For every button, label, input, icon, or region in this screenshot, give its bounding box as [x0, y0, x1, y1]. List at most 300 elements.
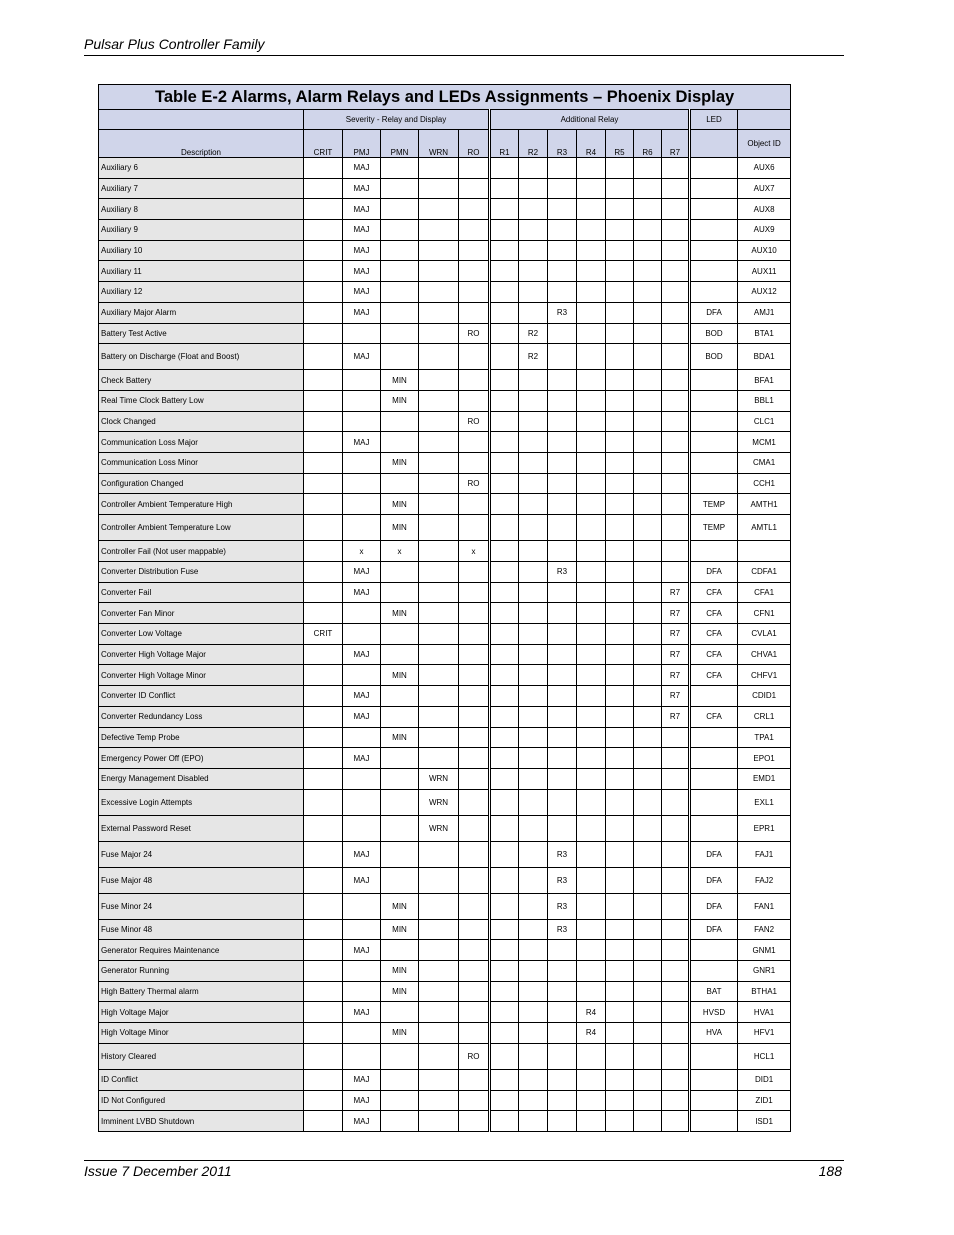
- cell-r4: [577, 727, 606, 748]
- table-title: Table E-2 Alarms, Alarm Relays and LEDs Assignments – Phoenix Display: [99, 85, 791, 110]
- cell-r3: [548, 748, 577, 769]
- cell-r1: [490, 344, 519, 370]
- cell-led: HVSD: [690, 1002, 738, 1023]
- cell-r4: [577, 432, 606, 453]
- cell-led: [690, 261, 738, 282]
- cell-r4: [577, 624, 606, 645]
- cell-wrn: [419, 473, 459, 494]
- cell-r2: [519, 282, 548, 303]
- cell-crit: [304, 582, 343, 603]
- cell-object-id: TPA1: [738, 727, 791, 748]
- cell-led: BOD: [690, 323, 738, 344]
- cell-r4: [577, 960, 606, 981]
- cell-r7: [662, 562, 690, 583]
- table-row: [99, 893, 791, 919]
- cell-description: Excessive Login Attempts: [99, 789, 304, 815]
- cell-crit: [304, 411, 343, 432]
- cell-pmj: MAJ: [343, 302, 381, 323]
- col-header-r5: R5: [606, 130, 634, 158]
- cell-description: Auxiliary Major Alarm: [99, 302, 304, 323]
- cell-r3: [548, 624, 577, 645]
- cell-r1: [490, 1090, 519, 1111]
- cell-led: [690, 282, 738, 303]
- cell-r7: [662, 541, 690, 562]
- cell-r3: [548, 240, 577, 261]
- cell-r2: [519, 390, 548, 411]
- cell-led: [690, 940, 738, 961]
- cell-ro: [459, 582, 490, 603]
- cell-ro: [459, 302, 490, 323]
- cell-ro: RO: [459, 473, 490, 494]
- cell-r2: [519, 603, 548, 624]
- table-row: [99, 178, 791, 199]
- cell-r1: [490, 370, 519, 391]
- cell-r4: [577, 240, 606, 261]
- cell-crit: CRIT: [304, 624, 343, 645]
- cell-description: Converter High Voltage Major: [99, 644, 304, 665]
- cell-r2: [519, 1043, 548, 1069]
- cell-crit: [304, 302, 343, 323]
- cell-led: CFA: [690, 603, 738, 624]
- cell-r3: [548, 727, 577, 748]
- cell-ro: [459, 727, 490, 748]
- cell-r7: [662, 344, 690, 370]
- cell-pmn: [381, 1090, 419, 1111]
- table-row: [99, 603, 791, 624]
- cell-r1: [490, 1023, 519, 1044]
- cell-crit: [304, 158, 343, 179]
- cell-wrn: [419, 706, 459, 727]
- cell-crit: [304, 473, 343, 494]
- cell-pmj: MAJ: [343, 432, 381, 453]
- cell-r4: [577, 1111, 606, 1132]
- cell-ro: [459, 768, 490, 789]
- cell-description: High Voltage Major: [99, 1002, 304, 1023]
- cell-crit: [304, 1023, 343, 1044]
- cell-r5: [606, 411, 634, 432]
- cell-r3: [548, 323, 577, 344]
- cell-pmj: [343, 473, 381, 494]
- table-row: [99, 665, 791, 686]
- col-header-object-id: Object ID: [738, 130, 791, 158]
- cell-wrn: [419, 727, 459, 748]
- cell-crit: [304, 867, 343, 893]
- cell-r4: [577, 768, 606, 789]
- cell-r7: [662, 390, 690, 411]
- cell-r7: [662, 158, 690, 179]
- cell-r4: [577, 789, 606, 815]
- cell-r2: [519, 768, 548, 789]
- cell-r4: [577, 473, 606, 494]
- cell-pmj: MAJ: [343, 841, 381, 867]
- cell-pmj: x: [343, 541, 381, 562]
- cell-r5: [606, 582, 634, 603]
- cell-led: CFA: [690, 624, 738, 645]
- cell-description: Communication Loss Major: [99, 432, 304, 453]
- cell-description: Converter Low Voltage: [99, 624, 304, 645]
- cell-r1: [490, 603, 519, 624]
- cell-ro: [459, 344, 490, 370]
- cell-r3: [548, 1111, 577, 1132]
- cell-led: [690, 1111, 738, 1132]
- cell-pmj: MAJ: [343, 199, 381, 220]
- cell-r7: R7: [662, 686, 690, 707]
- cell-r1: [490, 789, 519, 815]
- cell-r6: [634, 1023, 662, 1044]
- cell-r2: [519, 158, 548, 179]
- cell-pmn: MIN: [381, 390, 419, 411]
- table-row: [99, 686, 791, 707]
- cell-wrn: [419, 960, 459, 981]
- cell-r4: [577, 893, 606, 919]
- cell-r5: [606, 1111, 634, 1132]
- cell-description: Clock Changed: [99, 411, 304, 432]
- cell-r5: [606, 432, 634, 453]
- cell-r4: [577, 706, 606, 727]
- cell-r4: [577, 940, 606, 961]
- cell-pmj: MAJ: [343, 282, 381, 303]
- alarm-table-container: [98, 84, 790, 1132]
- cell-r5: [606, 240, 634, 261]
- group-header-blank: [99, 110, 304, 130]
- cell-ro: [459, 748, 490, 769]
- cell-crit: [304, 344, 343, 370]
- cell-crit: [304, 390, 343, 411]
- cell-led: CFA: [690, 665, 738, 686]
- cell-wrn: [419, 199, 459, 220]
- cell-r3: [548, 473, 577, 494]
- cell-r4: [577, 1069, 606, 1090]
- table-row: [99, 220, 791, 241]
- cell-pmn: [381, 282, 419, 303]
- cell-r6: [634, 603, 662, 624]
- cell-description: ID Conflict: [99, 1069, 304, 1090]
- cell-wrn: [419, 282, 459, 303]
- cell-r7: [662, 867, 690, 893]
- cell-r3: [548, 1069, 577, 1090]
- cell-wrn: [419, 665, 459, 686]
- cell-r2: R2: [519, 344, 548, 370]
- cell-pmn: [381, 789, 419, 815]
- cell-r2: [519, 665, 548, 686]
- cell-description: Converter High Voltage Minor: [99, 665, 304, 686]
- cell-r7: R7: [662, 603, 690, 624]
- cell-r6: [634, 727, 662, 748]
- cell-wrn: [419, 178, 459, 199]
- cell-r1: [490, 1043, 519, 1069]
- cell-r4: [577, 541, 606, 562]
- cell-ro: RO: [459, 1043, 490, 1069]
- cell-pmn: MIN: [381, 603, 419, 624]
- cell-ro: [459, 370, 490, 391]
- cell-object-id: ISD1: [738, 1111, 791, 1132]
- col-header-description: Description: [99, 130, 304, 158]
- cell-pmn: [381, 582, 419, 603]
- cell-led: CFA: [690, 706, 738, 727]
- cell-r6: [634, 515, 662, 541]
- cell-r2: [519, 706, 548, 727]
- cell-r7: [662, 748, 690, 769]
- table-row: [99, 390, 791, 411]
- cell-r5: [606, 748, 634, 769]
- cell-ro: [459, 432, 490, 453]
- col-header-pmj: PMJ: [343, 130, 381, 158]
- cell-object-id: ZID1: [738, 1090, 791, 1111]
- cell-r4: [577, 562, 606, 583]
- col-header-r4: R4: [577, 130, 606, 158]
- cell-r1: [490, 981, 519, 1002]
- cell-description: External Password Reset: [99, 815, 304, 841]
- cell-r4: [577, 582, 606, 603]
- cell-r5: [606, 789, 634, 815]
- cell-r4: [577, 644, 606, 665]
- cell-led: [690, 1043, 738, 1069]
- cell-r2: [519, 452, 548, 473]
- cell-led: [690, 473, 738, 494]
- cell-description: Fuse Major 48: [99, 867, 304, 893]
- cell-object-id: HVA1: [738, 1002, 791, 1023]
- cell-pmn: [381, 748, 419, 769]
- cell-led: [690, 452, 738, 473]
- cell-crit: [304, 665, 343, 686]
- cell-crit: [304, 768, 343, 789]
- cell-ro: [459, 919, 490, 940]
- cell-pmn: MIN: [381, 893, 419, 919]
- cell-r6: [634, 815, 662, 841]
- cell-crit: [304, 960, 343, 981]
- cell-object-id: GNM1: [738, 940, 791, 961]
- cell-led: [690, 1090, 738, 1111]
- cell-r7: [662, 515, 690, 541]
- cell-r2: [519, 1002, 548, 1023]
- cell-description: High Voltage Minor: [99, 1023, 304, 1044]
- cell-pmn: [381, 562, 419, 583]
- cell-led: BAT: [690, 981, 738, 1002]
- cell-description: Communication Loss Minor: [99, 452, 304, 473]
- cell-wrn: [419, 432, 459, 453]
- cell-object-id: DID1: [738, 1069, 791, 1090]
- cell-r3: [548, 261, 577, 282]
- table-row: [99, 240, 791, 261]
- cell-wrn: [419, 644, 459, 665]
- cell-wrn: [419, 1002, 459, 1023]
- cell-pmn: [381, 940, 419, 961]
- cell-r7: [662, 960, 690, 981]
- cell-object-id: CHVA1: [738, 644, 791, 665]
- cell-r5: [606, 867, 634, 893]
- cell-crit: [304, 199, 343, 220]
- cell-r1: [490, 432, 519, 453]
- cell-r3: [548, 452, 577, 473]
- cell-description: Defective Temp Probe: [99, 727, 304, 748]
- cell-crit: [304, 220, 343, 241]
- cell-r5: [606, 981, 634, 1002]
- cell-led: [690, 240, 738, 261]
- cell-pmj: [343, 893, 381, 919]
- cell-description: Generator Running: [99, 960, 304, 981]
- cell-r6: [634, 452, 662, 473]
- cell-r6: [634, 1043, 662, 1069]
- cell-r4: [577, 390, 606, 411]
- cell-pmj: [343, 515, 381, 541]
- cell-r2: [519, 1069, 548, 1090]
- cell-r3: [548, 768, 577, 789]
- alarm-table-body: [99, 158, 791, 1132]
- cell-r7: R7: [662, 665, 690, 686]
- cell-wrn: [419, 1023, 459, 1044]
- cell-led: DFA: [690, 841, 738, 867]
- cell-pmn: [381, 323, 419, 344]
- cell-ro: [459, 282, 490, 303]
- cell-r1: [490, 582, 519, 603]
- cell-pmj: [343, 494, 381, 515]
- cell-crit: [304, 282, 343, 303]
- cell-pmj: MAJ: [343, 582, 381, 603]
- group-header-additional-relay: Additional Relay: [490, 110, 690, 130]
- cell-led: [690, 686, 738, 707]
- cell-r5: [606, 261, 634, 282]
- table-row: [99, 727, 791, 748]
- cell-crit: [304, 494, 343, 515]
- cell-description: Auxiliary 12: [99, 282, 304, 303]
- cell-r5: [606, 370, 634, 391]
- col-header-r6: R6: [634, 130, 662, 158]
- cell-ro: x: [459, 541, 490, 562]
- cell-r7: [662, 302, 690, 323]
- cell-r2: [519, 494, 548, 515]
- cell-r5: [606, 919, 634, 940]
- cell-object-id: CFN1: [738, 603, 791, 624]
- cell-object-id: FAJ1: [738, 841, 791, 867]
- cell-r1: [490, 665, 519, 686]
- cell-r2: [519, 240, 548, 261]
- cell-description: Configuration Changed: [99, 473, 304, 494]
- table-row: [99, 1090, 791, 1111]
- cell-r7: [662, 1023, 690, 1044]
- cell-pmn: [381, 220, 419, 241]
- cell-r4: [577, 220, 606, 241]
- cell-r5: [606, 344, 634, 370]
- cell-r7: [662, 940, 690, 961]
- cell-r5: [606, 665, 634, 686]
- cell-object-id: AMJ1: [738, 302, 791, 323]
- cell-r3: [548, 789, 577, 815]
- cell-r7: [662, 1002, 690, 1023]
- cell-r1: [490, 1002, 519, 1023]
- cell-crit: [304, 815, 343, 841]
- cell-r7: [662, 1090, 690, 1111]
- cell-r2: [519, 515, 548, 541]
- cell-description: ID Not Configured: [99, 1090, 304, 1111]
- cell-r3: [548, 494, 577, 515]
- table-row: [99, 282, 791, 303]
- cell-pmn: [381, 815, 419, 841]
- cell-r5: [606, 452, 634, 473]
- cell-r4: [577, 515, 606, 541]
- cell-crit: [304, 178, 343, 199]
- cell-r5: [606, 473, 634, 494]
- cell-ro: [459, 562, 490, 583]
- cell-r3: R3: [548, 302, 577, 323]
- cell-wrn: [419, 452, 459, 473]
- cell-r3: [548, 178, 577, 199]
- cell-r3: R3: [548, 562, 577, 583]
- cell-led: [690, 370, 738, 391]
- cell-led: [690, 789, 738, 815]
- cell-wrn: [419, 240, 459, 261]
- cell-object-id: AUX8: [738, 199, 791, 220]
- table-row: [99, 432, 791, 453]
- cell-object-id: AUX10: [738, 240, 791, 261]
- cell-description: Fuse Major 24: [99, 841, 304, 867]
- cell-r7: [662, 261, 690, 282]
- cell-r4: [577, 370, 606, 391]
- cell-r3: [548, 370, 577, 391]
- cell-ro: [459, 867, 490, 893]
- cell-r1: [490, 562, 519, 583]
- cell-r6: [634, 706, 662, 727]
- cell-pmn: [381, 178, 419, 199]
- cell-pmn: [381, 432, 419, 453]
- cell-ro: [459, 494, 490, 515]
- cell-ro: [459, 981, 490, 1002]
- cell-r2: [519, 411, 548, 432]
- cell-description: Emergency Power Off (EPO): [99, 748, 304, 769]
- cell-ro: [459, 390, 490, 411]
- cell-pmj: MAJ: [343, 261, 381, 282]
- cell-crit: [304, 452, 343, 473]
- cell-pmj: [343, 789, 381, 815]
- cell-wrn: [419, 515, 459, 541]
- cell-object-id: CDFA1: [738, 562, 791, 583]
- cell-pmn: [381, 706, 419, 727]
- cell-r7: [662, 919, 690, 940]
- cell-r5: [606, 1069, 634, 1090]
- cell-pmn: [381, 1043, 419, 1069]
- cell-r2: [519, 815, 548, 841]
- cell-r2: [519, 473, 548, 494]
- cell-r6: [634, 919, 662, 940]
- cell-ro: [459, 1002, 490, 1023]
- cell-description: Controller Ambient Temperature Low: [99, 515, 304, 541]
- cell-wrn: [419, 411, 459, 432]
- table-row: [99, 1111, 791, 1132]
- cell-crit: [304, 940, 343, 961]
- cell-r4: [577, 686, 606, 707]
- cell-r6: [634, 789, 662, 815]
- cell-r6: [634, 582, 662, 603]
- cell-description: Auxiliary 9: [99, 220, 304, 241]
- cell-pmj: MAJ: [343, 562, 381, 583]
- cell-r3: [548, 582, 577, 603]
- cell-ro: [459, 158, 490, 179]
- cell-r3: [548, 960, 577, 981]
- cell-description: Energy Management Disabled: [99, 768, 304, 789]
- cell-object-id: CFA1: [738, 582, 791, 603]
- cell-pmn: [381, 199, 419, 220]
- cell-wrn: [419, 390, 459, 411]
- cell-r7: [662, 411, 690, 432]
- cell-r6: [634, 282, 662, 303]
- cell-led: DFA: [690, 302, 738, 323]
- table-row: [99, 841, 791, 867]
- cell-r4: [577, 411, 606, 432]
- cell-led: [690, 411, 738, 432]
- cell-r2: [519, 178, 548, 199]
- cell-object-id: EPO1: [738, 748, 791, 769]
- cell-object-id: CCH1: [738, 473, 791, 494]
- cell-pmj: [343, 919, 381, 940]
